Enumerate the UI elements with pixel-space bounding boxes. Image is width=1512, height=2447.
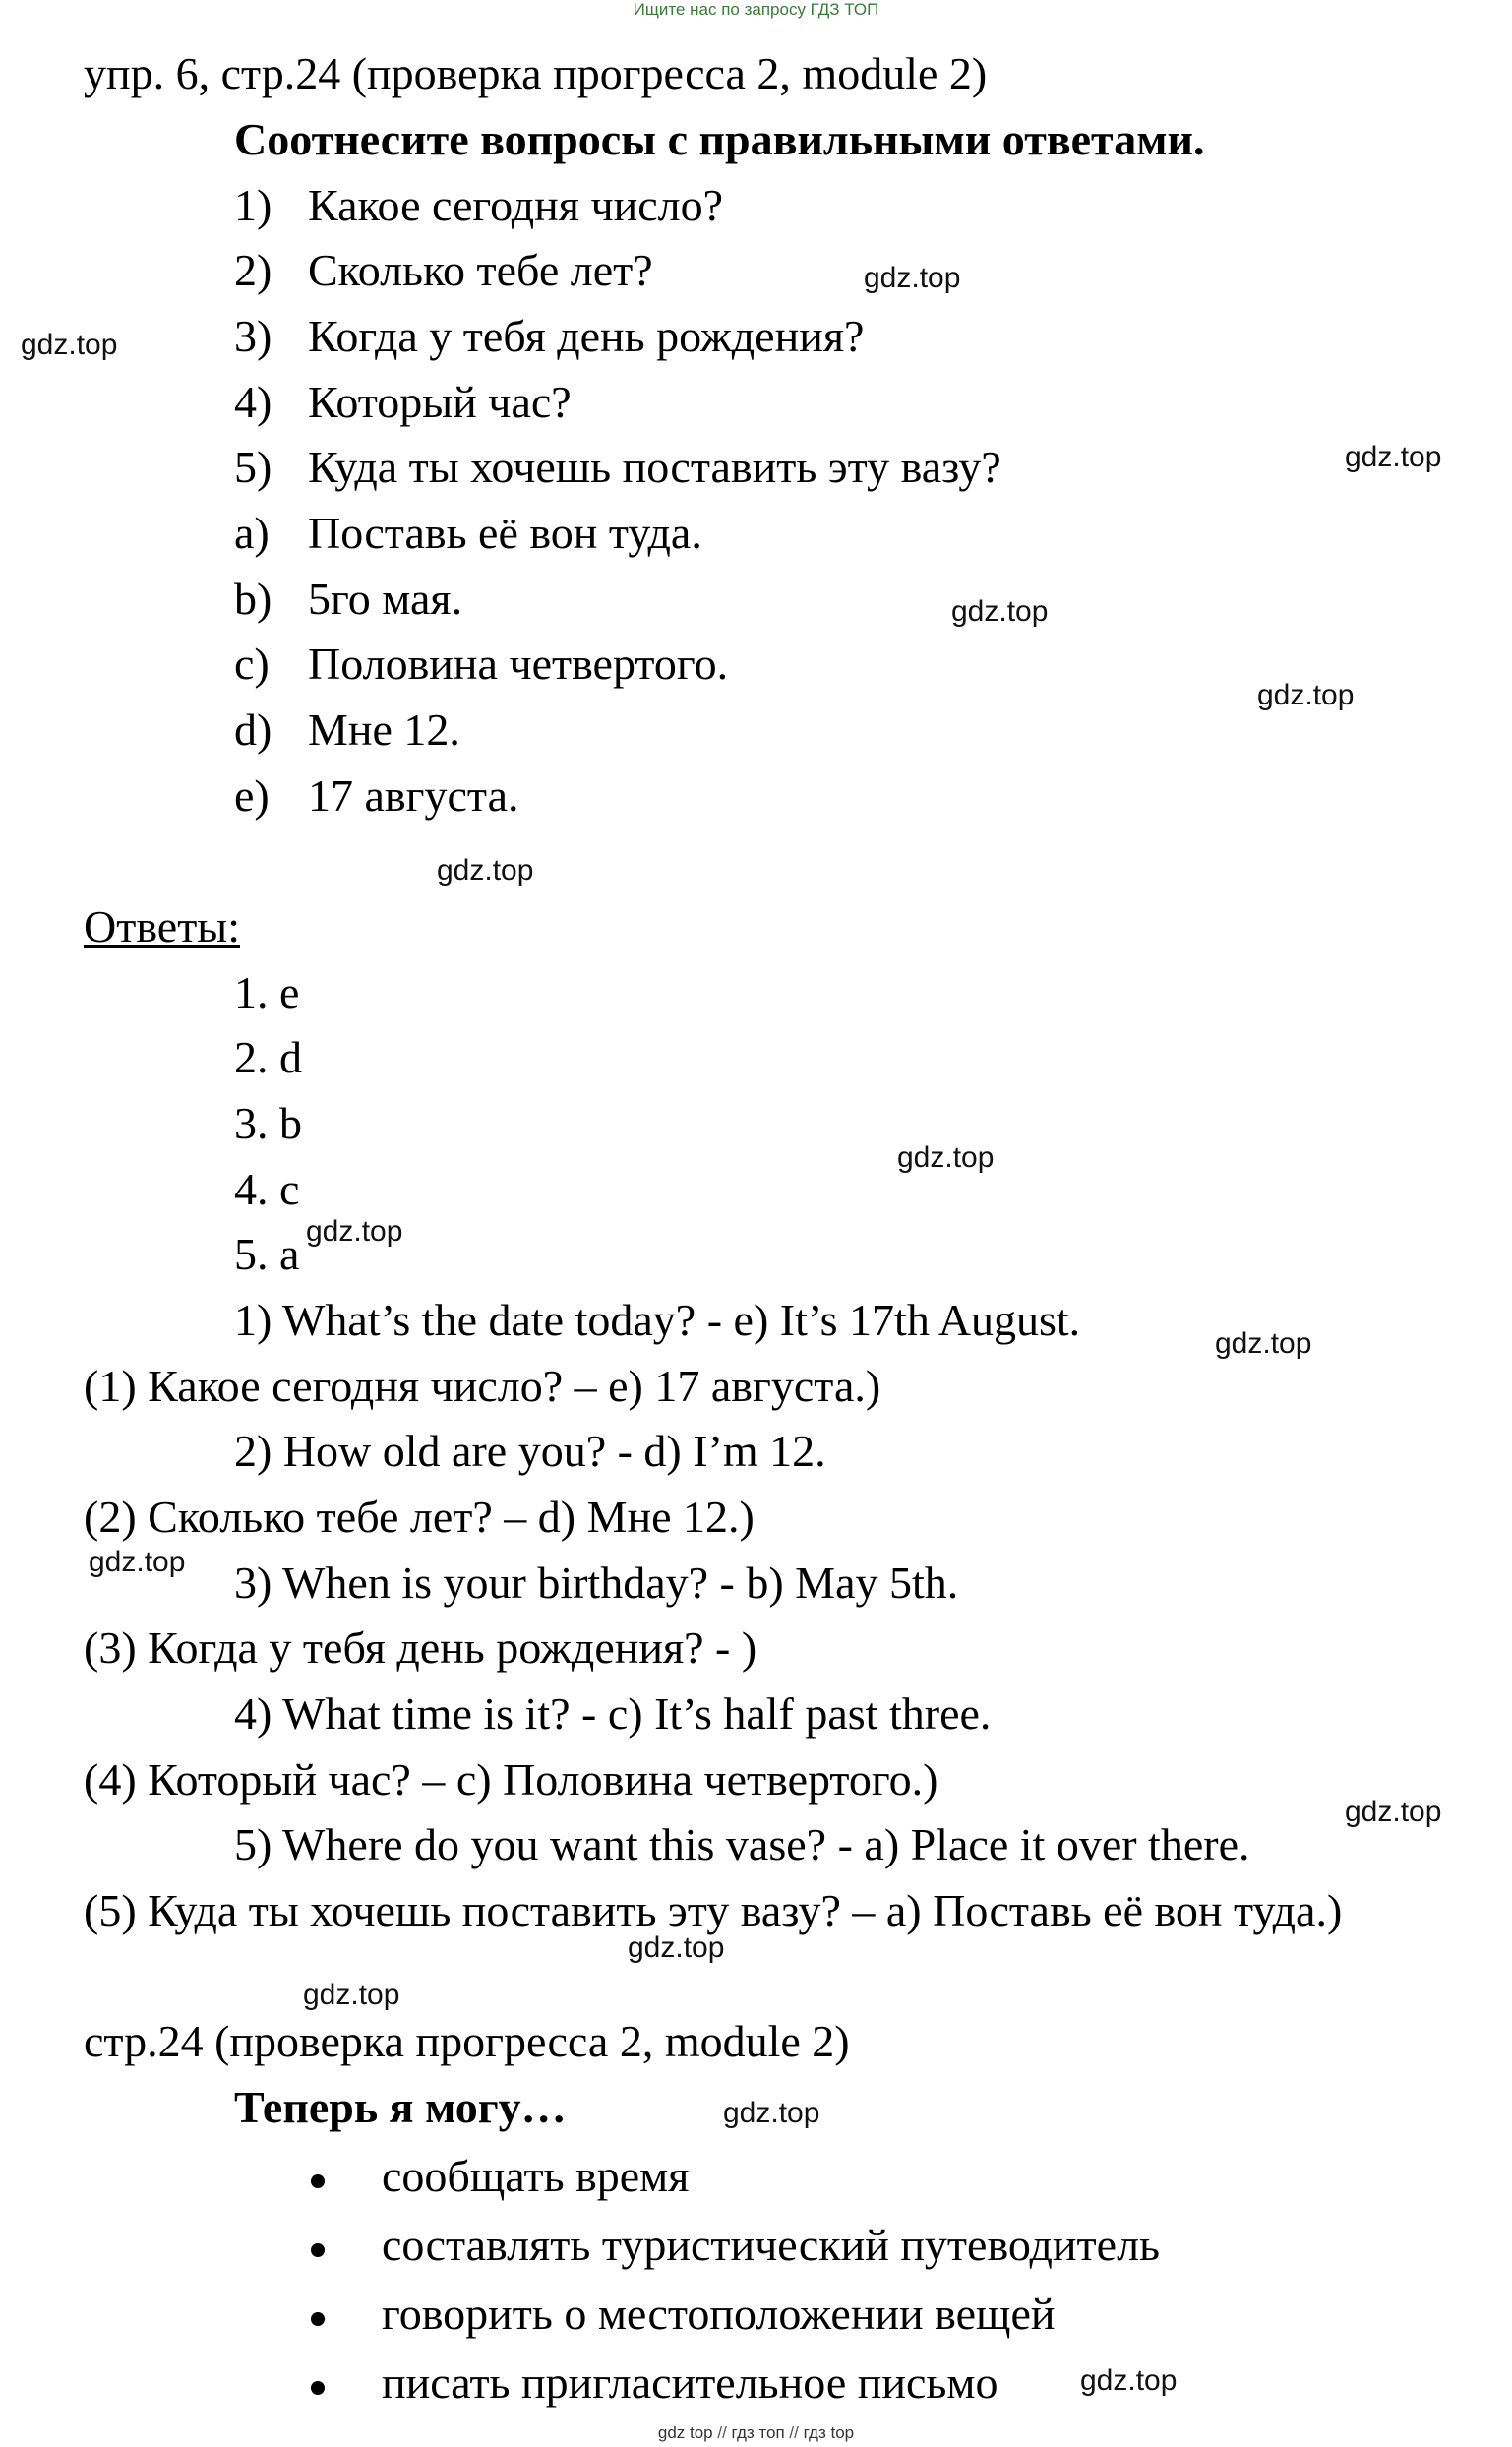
pair-english: 2) How old are you? - d) I’m 12. [234, 1426, 826, 1476]
pair-english: 4) What time is it? - c) It’s half past three. [234, 1688, 992, 1739]
watermark: gdz.top [1080, 2364, 1178, 2397]
question-text: Который час? [308, 377, 572, 427]
answer-item: 2. d [234, 1032, 302, 1082]
bullet-icon [311, 2381, 325, 2395]
option-marker: c) [234, 639, 270, 689]
question-marker: 5) [234, 442, 272, 492]
option-marker: b) [234, 574, 272, 624]
bullet-icon [311, 2243, 325, 2257]
question-text: Куда ты хочешь поставить эту вазу? [308, 442, 1001, 492]
pair-english: 5) Where do you want this vase? - a) Place it over there. [234, 1819, 1250, 1869]
watermark: gdz.top [628, 1931, 725, 1964]
watermark: gdz.top [89, 1546, 186, 1578]
answer-item: 1. e [234, 967, 300, 1017]
answers-title: Ответы: [84, 901, 240, 951]
bullet-icon [311, 2312, 325, 2326]
pair-english: 1) What’s the date today? - e) It’s 17th August. [234, 1295, 1081, 1345]
question-marker: 4) [234, 377, 272, 427]
option-text: Мне 12. [308, 704, 460, 755]
question-text: Какое сегодня число? [308, 180, 723, 230]
pair-russian: (2) Сколько тебе лет? – d) Мне 12.) [84, 1492, 755, 1542]
watermark: gdz.top [1345, 1796, 1442, 1828]
pair-russian: (4) Который час? – c) Половина четвертого.) [84, 1754, 938, 1805]
watermark: gdz.top [1345, 441, 1442, 473]
watermark: gdz.top [303, 1979, 400, 2011]
footer-link[interactable]: gdz top [657, 2423, 713, 2442]
bullet-icon [311, 2174, 325, 2188]
footer-link[interactable]: гдз топ [731, 2423, 785, 2442]
bullet-text: писать пригласительное письмо [382, 2357, 998, 2408]
watermark: gdz.top [951, 595, 1049, 628]
progress-heading: стр.24 (проверка прогресса 2, module 2) [84, 2016, 850, 2066]
option-text: Поставь её вон туда. [308, 508, 702, 558]
bullet-text: составлять туристический путеводитель [382, 2220, 1161, 2270]
question-marker: 3) [234, 311, 272, 361]
pair-english: 3) When is your birthday? - b) May 5th. [234, 1558, 959, 1608]
option-text: 17 августа. [308, 770, 519, 821]
answer-item: 3. b [234, 1098, 302, 1148]
question-marker: 1) [234, 180, 272, 230]
pair-russian: (1) Какое сегодня число? – e) 17 августа.) [84, 1361, 881, 1411]
footer-links [0, 2423, 1512, 2443]
pair-russian: (3) Когда у тебя день рождения? - ) [84, 1622, 757, 1673]
footer-separator: // [717, 2423, 727, 2442]
option-marker: a) [234, 508, 270, 558]
watermark: gdz.top [21, 329, 118, 361]
footer-separator: // [789, 2423, 799, 2442]
exercise-heading: упр. 6, стр.24 (проверка прогресса 2, module 2) [84, 48, 988, 98]
watermark: gdz.top [1257, 679, 1355, 711]
watermark: gdz.top [864, 262, 961, 294]
answer-item: 5. a [234, 1229, 300, 1279]
footer-link[interactable]: гдз top [803, 2423, 855, 2442]
progress-subheading: Теперь я могу… [234, 2082, 567, 2132]
question-text: Сколько тебе лет? [308, 245, 653, 295]
watermark: gdz.top [897, 1141, 995, 1174]
option-text: Половина четвертого. [308, 639, 729, 689]
option-text: 5го мая. [308, 574, 463, 624]
watermark: gdz.top [723, 2097, 820, 2129]
answer-item: 4. c [234, 1164, 300, 1214]
pair-russian: (5) Куда ты хочешь поставить эту вазу? – a) Поставь её вон туда.) [84, 1885, 1343, 1935]
watermark: gdz.top [437, 854, 534, 887]
question-text: Когда у тебя день рождения? [308, 311, 865, 361]
watermark: gdz.top [306, 1215, 403, 1248]
bullet-text: говорить о местоположении вещей [382, 2289, 1056, 2339]
option-marker: e) [234, 770, 270, 821]
option-marker: d) [234, 704, 272, 755]
bullet-text: сообщать время [382, 2151, 690, 2201]
watermark: gdz.top [1215, 1327, 1312, 1360]
top-banner[interactable]: Ищите нас по запросу ГДЗ ТОП [633, 0, 879, 19]
exercise-instruction: Соотнесите вопросы с правильными ответами. [234, 114, 1205, 164]
question-marker: 2) [234, 245, 272, 295]
